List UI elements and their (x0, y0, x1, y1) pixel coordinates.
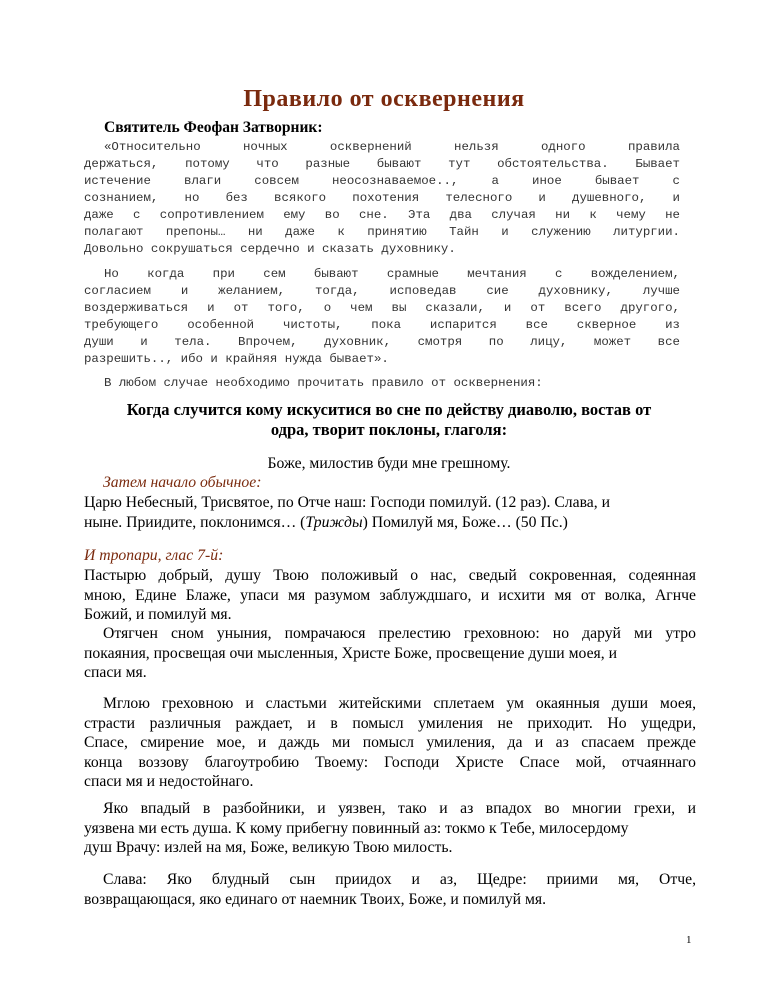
author-heading: Святитель Феофан Затворник: (104, 119, 323, 136)
troparion-2 (84, 624, 696, 683)
quote-line: даже с сопротивлением ему во сне. Эта два случая ни к чему не (84, 208, 680, 222)
quote-paragraph-2 (84, 266, 680, 368)
troparion-line: страсти различныя раждает, и в помысл умиления не приходит. Но ущедри, (84, 714, 696, 732)
troparion-line: Мглою греховною и сластьми житейскими сплетаем ум окаянныя души моея, (103, 695, 696, 712)
troparion-line: Отягчен сном уныния, помрачаюся прелестию греховною: но даруй ми утро (103, 625, 696, 642)
quote-line: В любом случае необходимо прочитать правило от осквернения: (104, 376, 543, 390)
quote-line: воздерживаться и от того, о чем вы сказали, и от всего другого, (84, 301, 680, 315)
quote-line: полагают препоны… ни даже к принятию Тайн и служению литургии. (84, 225, 680, 239)
quote-line: «Относительно ночных осквернений нельзя одного правила (104, 140, 680, 154)
troparion-1 (84, 566, 696, 625)
troparion-line: уязвена ми есть душа. К кому прибегну повинный аз: токмо к Тебе, милосердому (84, 819, 629, 837)
beginning-italic: Трижды (305, 513, 363, 531)
beginning-paragraph (84, 493, 696, 532)
rule-heading (84, 400, 694, 440)
quote-line: согласием и желанием, тогда, исповедав сие духовнику, лучше (84, 284, 680, 298)
beginning-line: Царю Небесный, Трисвятое, по Отче наш: Господи помилуй. (12 раз). Слава, и (84, 494, 610, 511)
troparion-line: Пастырю добрый, душу Твою положивый о нас, сведый сокровенная, содеянная (84, 567, 696, 584)
troparion-line: Слава: Яко блудный сын приидох и аз, Щедре: приими мя, Отче, (103, 871, 696, 888)
troparia-label: И тропари, глас 7-й: (84, 547, 224, 564)
quote-paragraph-3 (84, 375, 680, 392)
troparion-line: спаси мя и недостойнаго. (84, 773, 254, 790)
troparion-line: мною, Едине Блаже, упаси мя разумом заблуждшаго, и исхити мя от волка, Агнче (84, 586, 696, 604)
troparion-line: конца воззову благоутробию Твоему: Господи Христе Спасе мой, отчаяннаго (84, 753, 696, 771)
troparion-line: Яко впадый в разбойники, и уязвен, тако и аз впадох во многии грехи, и (103, 800, 696, 817)
quote-line: истечение влаги совсем неосознаваемое.., а иное бывает с (84, 174, 680, 188)
troparion-3 (84, 694, 696, 792)
quote-line: души и тела. Впрочем, духовник, смотря по лицу, может все (84, 335, 680, 349)
page-number: 1 (686, 934, 692, 946)
page-title: Правило от осквернения (243, 86, 525, 112)
rule-heading-line: одра, творит поклоны, глаголя: (270, 420, 508, 439)
troparion-4 (84, 799, 696, 858)
quote-line: сознанием, но без всякого похотения телесного и душевного, и (84, 191, 680, 205)
troparion-line: спаси мя. (84, 664, 147, 681)
troparion-line: возвращающася, яко единаго от наемник Твоих, Боже, и помилуй мя. (84, 890, 547, 908)
quote-line: держаться, потому что разные бывают тут обстоятельства. Бывает (84, 157, 680, 171)
rule-heading-line: Когда случится кому искуситися во сне по действу диаволю, востав от (126, 400, 652, 419)
quote-line: Довольно сокрушаться сердечно и сказать духовнику. (84, 242, 456, 256)
quote-line: требующего особенной чистоты, пока испарится все скверное из (84, 318, 680, 332)
prayer-line: Боже, милостив буди мне грешному. (267, 455, 511, 472)
troparion-line: Спасе, смирение мое, и даждь ми помысл умиления, да и аз спасаем прежде (84, 734, 696, 751)
quote-paragraph-1 (84, 139, 680, 258)
troparion-line: душ Врачу: излей на мя, Боже, великую Твою милость. (84, 839, 453, 856)
troparion-line: Божий, и помилуй мя. (84, 606, 232, 623)
then-label: Затем начало обычное: (103, 474, 262, 491)
quote-line: разрешить.., ибо и крайняя нужда бывает». (84, 352, 389, 366)
troparion-line: покаяния, просвещая очи мысленныя, Христе Боже, просвещение души моея, и (84, 644, 618, 662)
troparion-5 (84, 870, 696, 909)
quote-line: Но когда при сем бывают срамные мечтания с вожделением, (104, 267, 680, 281)
beginning-line: ныне. Приидите, поклонимся… (Трижды) Помилуй мя, Боже… (50 Пс.) (84, 513, 568, 531)
